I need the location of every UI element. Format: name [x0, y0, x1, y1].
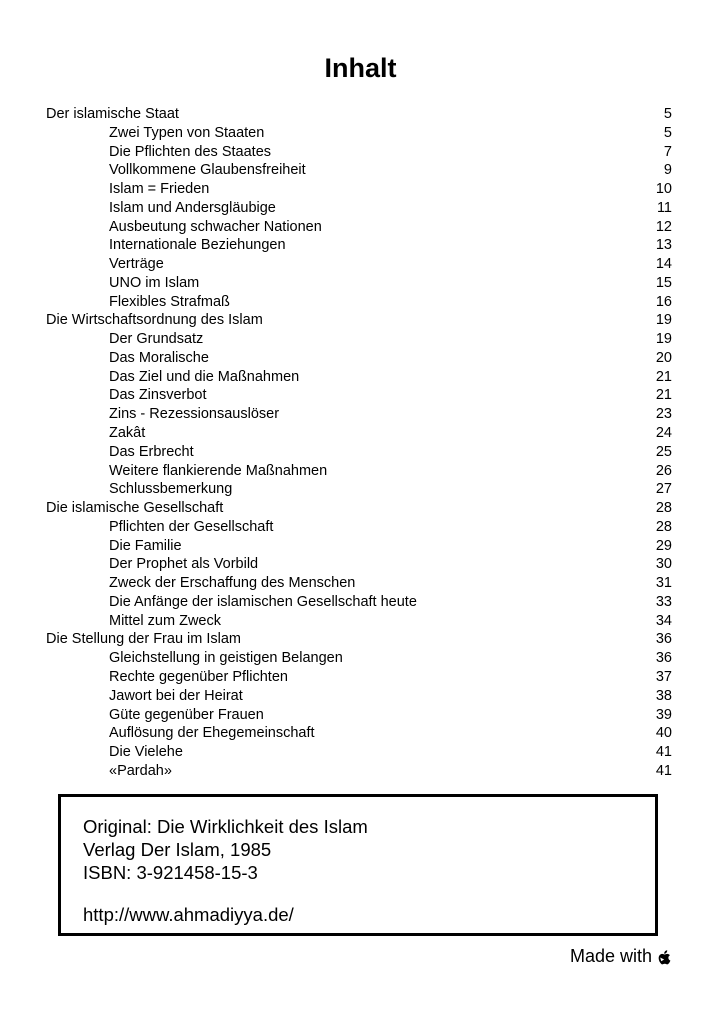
- toc-page-number: 20: [655, 349, 672, 366]
- toc-entry-label: Zweck der Erschaffung des Menschen: [109, 575, 356, 592]
- toc-section-row: [46, 574, 672, 593]
- toc-section-row: [46, 274, 672, 293]
- toc-entry-label: Zakât: [109, 425, 146, 442]
- toc-page-number: 39: [655, 706, 672, 723]
- toc-section-row: [46, 330, 672, 349]
- toc-chapter-row: [46, 311, 672, 330]
- toc-entry-label: «Pardah»: [109, 762, 172, 779]
- toc-section-row: [46, 218, 672, 237]
- toc-entry-label: Internationale Beziehungen: [109, 237, 286, 254]
- toc-page-number: 26: [655, 462, 672, 479]
- toc-section-row: [46, 612, 672, 631]
- toc-section-row: [46, 161, 672, 180]
- toc-section-row: [46, 255, 672, 274]
- toc-entry-label: Schlussbemerkung: [109, 481, 233, 498]
- toc-page-number: 33: [655, 593, 672, 610]
- toc-section-row: [46, 555, 672, 574]
- toc-section-row: [46, 443, 672, 462]
- toc-page-number: 28: [655, 500, 672, 517]
- toc-section-row: [46, 293, 672, 312]
- website-link[interactable]: http://www.ahmadiyya.de/: [83, 904, 294, 925]
- toc-page-number: 7: [663, 143, 672, 160]
- toc-entry-label: UNO im Islam: [109, 274, 200, 291]
- toc-entry-label: Die Stellung der Frau im Islam: [46, 631, 242, 648]
- toc-entry-label: Vollkommene Glaubensfreiheit: [109, 162, 306, 179]
- toc-page-number: 19: [655, 312, 672, 329]
- toc-entry-label: Der islamische Staat: [46, 106, 179, 122]
- toc-entry-label: Jawort bei der Heirat: [109, 687, 243, 704]
- toc-entry-label: Das Zinsverbot: [109, 387, 207, 404]
- toc-page-number: 29: [655, 537, 672, 554]
- apple-icon: [658, 950, 671, 965]
- toc-entry-label: Das Moralische: [109, 349, 209, 366]
- table-of-contents: [46, 105, 672, 781]
- toc-page-number: 41: [655, 744, 672, 761]
- toc-entry-label: Die Familie: [109, 537, 182, 554]
- made-with-label: Made with: [569, 946, 652, 966]
- toc-entry-label: Der Grundsatz: [109, 331, 204, 348]
- toc-page-number: 30: [655, 556, 672, 573]
- source-info-box: [58, 794, 658, 936]
- original-title: Original: Die Wirklichkeit des Islam: [83, 816, 368, 837]
- toc-entry-label: Der Prophet als Vorbild: [109, 556, 259, 573]
- toc-section-row: [46, 462, 672, 481]
- toc-section-row: [46, 537, 672, 556]
- toc-page-number: 5: [663, 106, 672, 122]
- toc-page-number: 27: [655, 481, 672, 498]
- toc-section-row: [46, 349, 672, 368]
- toc-page-number: 12: [655, 218, 672, 235]
- toc-page-number: 34: [655, 612, 672, 629]
- toc-section-row: [46, 386, 672, 405]
- toc-entry-label: Weitere flankierende Maßnahmen: [109, 462, 328, 479]
- toc-entry-label: Die islamische Gesellschaft: [46, 500, 224, 517]
- toc-entry-label: Die Anfänge der islamischen Gesellschaft heute: [109, 593, 417, 610]
- toc-section-row: [46, 199, 672, 218]
- toc-entry-label: Pflichten der Gesellschaft: [109, 518, 274, 535]
- toc-entry-label: Islam und Andersgläubige: [109, 199, 276, 216]
- page-title: Inhalt: [324, 53, 397, 83]
- toc-section-row: [46, 687, 672, 706]
- toc-page-number: 11: [656, 199, 672, 216]
- toc-page-number: 23: [655, 406, 672, 423]
- toc-page-number: 14: [655, 256, 672, 273]
- toc-entry-label: Ausbeutung schwacher Nationen: [109, 218, 322, 235]
- toc-page-number: 36: [655, 631, 672, 648]
- toc-section-row: [46, 706, 672, 725]
- toc-entry-label: Die Vielehe: [109, 744, 183, 761]
- toc-chapter-row: [46, 105, 672, 124]
- toc-page-number: 40: [655, 725, 672, 742]
- toc-page-number: 38: [655, 687, 672, 704]
- toc-section-row: [46, 593, 672, 612]
- toc-chapter-row: [46, 499, 672, 518]
- toc-section-row: [46, 724, 672, 743]
- toc-section-row: [46, 143, 672, 162]
- toc-page-number: 28: [655, 518, 672, 535]
- toc-entry-label: Rechte gegenüber Pflichten: [109, 668, 288, 685]
- toc-section-row: [46, 368, 672, 387]
- toc-section-row: [46, 743, 672, 762]
- toc-entry-label: Zwei Typen von Staaten: [109, 124, 265, 141]
- toc-section-row: [46, 236, 672, 255]
- toc-section-row: [46, 518, 672, 537]
- toc-entry-label: Güte gegenüber Frauen: [109, 706, 264, 723]
- toc-page-number: 24: [655, 425, 672, 442]
- toc-section-row: [46, 762, 672, 781]
- toc-entry-label: Islam = Frieden: [109, 181, 210, 198]
- toc-page-number: 31: [655, 575, 672, 592]
- isbn-line: ISBN: 3-921458-15-3: [83, 862, 258, 883]
- toc-section-row: [46, 405, 672, 424]
- toc-page-number: 21: [655, 368, 672, 385]
- toc-entry-label: Auflösung der Ehegemeinschaft: [109, 725, 315, 742]
- toc-page-number: 25: [655, 443, 672, 460]
- toc-page-number: 5: [663, 124, 672, 141]
- toc-page-number: 15: [655, 274, 672, 291]
- toc-page-number: 19: [655, 331, 672, 348]
- made-with-footer: [570, 945, 671, 967]
- toc-page-number: 16: [655, 293, 672, 310]
- toc-entry-label: Mittel zum Zweck: [109, 612, 221, 629]
- toc-entry-label: Das Erbrecht: [109, 443, 194, 460]
- toc-page-number: 37: [655, 668, 672, 685]
- toc-section-row: [46, 480, 672, 499]
- toc-page-number: 21: [655, 387, 672, 404]
- toc-page-number: 36: [655, 650, 672, 667]
- toc-entry-label: Gleichstellung in geistigen Belangen: [109, 650, 343, 667]
- toc-entry-label: Flexibles Strafmaß: [109, 293, 230, 310]
- toc-entry-label: Zins - Rezessionsauslöser: [109, 406, 280, 423]
- publisher-line: Verlag Der Islam, 1985: [83, 839, 272, 860]
- toc-section-row: [46, 649, 672, 668]
- toc-page-number: 9: [663, 162, 672, 179]
- toc-section-row: [46, 668, 672, 687]
- toc-entry-label: Verträge: [109, 256, 164, 273]
- toc-section-row: [46, 124, 672, 143]
- toc-entry-label: Das Ziel und die Maßnahmen: [109, 368, 300, 385]
- toc-page-number: 41: [655, 762, 672, 779]
- toc-entry-label: Die Pflichten des Staates: [109, 143, 272, 160]
- toc-entry-label: Die Wirtschaftsordnung des Islam: [46, 312, 263, 329]
- toc-section-row: [46, 180, 672, 199]
- toc-section-row: [46, 424, 672, 443]
- toc-page-number: 13: [655, 237, 672, 254]
- toc-chapter-row: [46, 630, 672, 649]
- toc-page-number: 10: [655, 181, 672, 198]
